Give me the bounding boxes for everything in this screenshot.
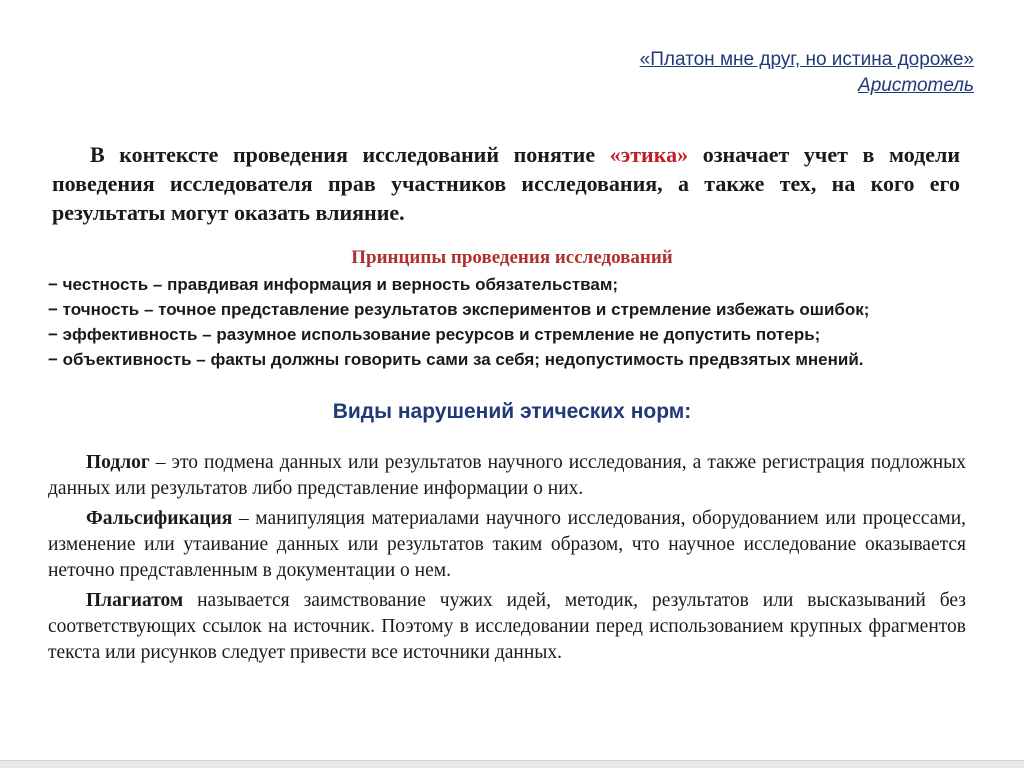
epigraph-author: Аристотель (858, 75, 974, 96)
definition-text: называется заимствование чужих идей, методик, результатов или высказываний без соответствующих ссылок на источник. Поэтому в исследовании перед использованием крупных фрагментов текста или рисунков следует привести все источники данных. (48, 590, 966, 663)
principle-item-efficiency: − эффективность – разумное использование ресурсов и стремление не допустить потерь; (48, 325, 821, 344)
violations-definitions (48, 450, 966, 670)
epigraph (640, 47, 974, 99)
principle-item-accuracy: − точность – точное представление результатов экспериментов и стремление избежать ошибок; (48, 300, 870, 319)
violations-title: Виды нарушений этических норм: (332, 400, 692, 423)
definition-forgery (48, 450, 966, 502)
definition-plagiarism (48, 588, 966, 666)
principles-list (48, 272, 1024, 372)
principles-title: Принципы проведения исследований (351, 247, 673, 268)
definition-term: Плагиатом (86, 590, 184, 611)
principle-item-honesty: − честность – правдивая информация и верность обязательствам; (48, 275, 619, 294)
definition-text: – манипуляция материалами научного исследования, оборудованием или процессами, изменение или утаивание данных или результатов таким образом, что научное исследование оказывается неточно представленным в документации о нем. (48, 508, 966, 581)
definition-term: Фальсификация (86, 508, 233, 529)
definition-falsification (48, 506, 966, 584)
intro-text-before: В контексте проведения исследований понятие (90, 142, 610, 167)
intro-paragraph (52, 140, 960, 227)
definition-term: Подлог (86, 452, 150, 473)
intro-text-after: означает учет в модели поведения исследователя прав участников исследования, а также тех, на кого его результаты могут оказать влияние. (52, 142, 960, 225)
epigraph-quote: «Платон мне друг, но истина дороже» (639, 49, 974, 70)
principle-item-objectivity: − объективность – факты должны говорить сами за себя; недопустимость предвзятых мнений. (48, 350, 864, 369)
definition-text: – это подмена данных или результатов научного исследования, а также регистрация подложных данных или результатов либо представление информации о них. (48, 452, 966, 499)
intro-term-ethics: «этика» (609, 142, 689, 167)
